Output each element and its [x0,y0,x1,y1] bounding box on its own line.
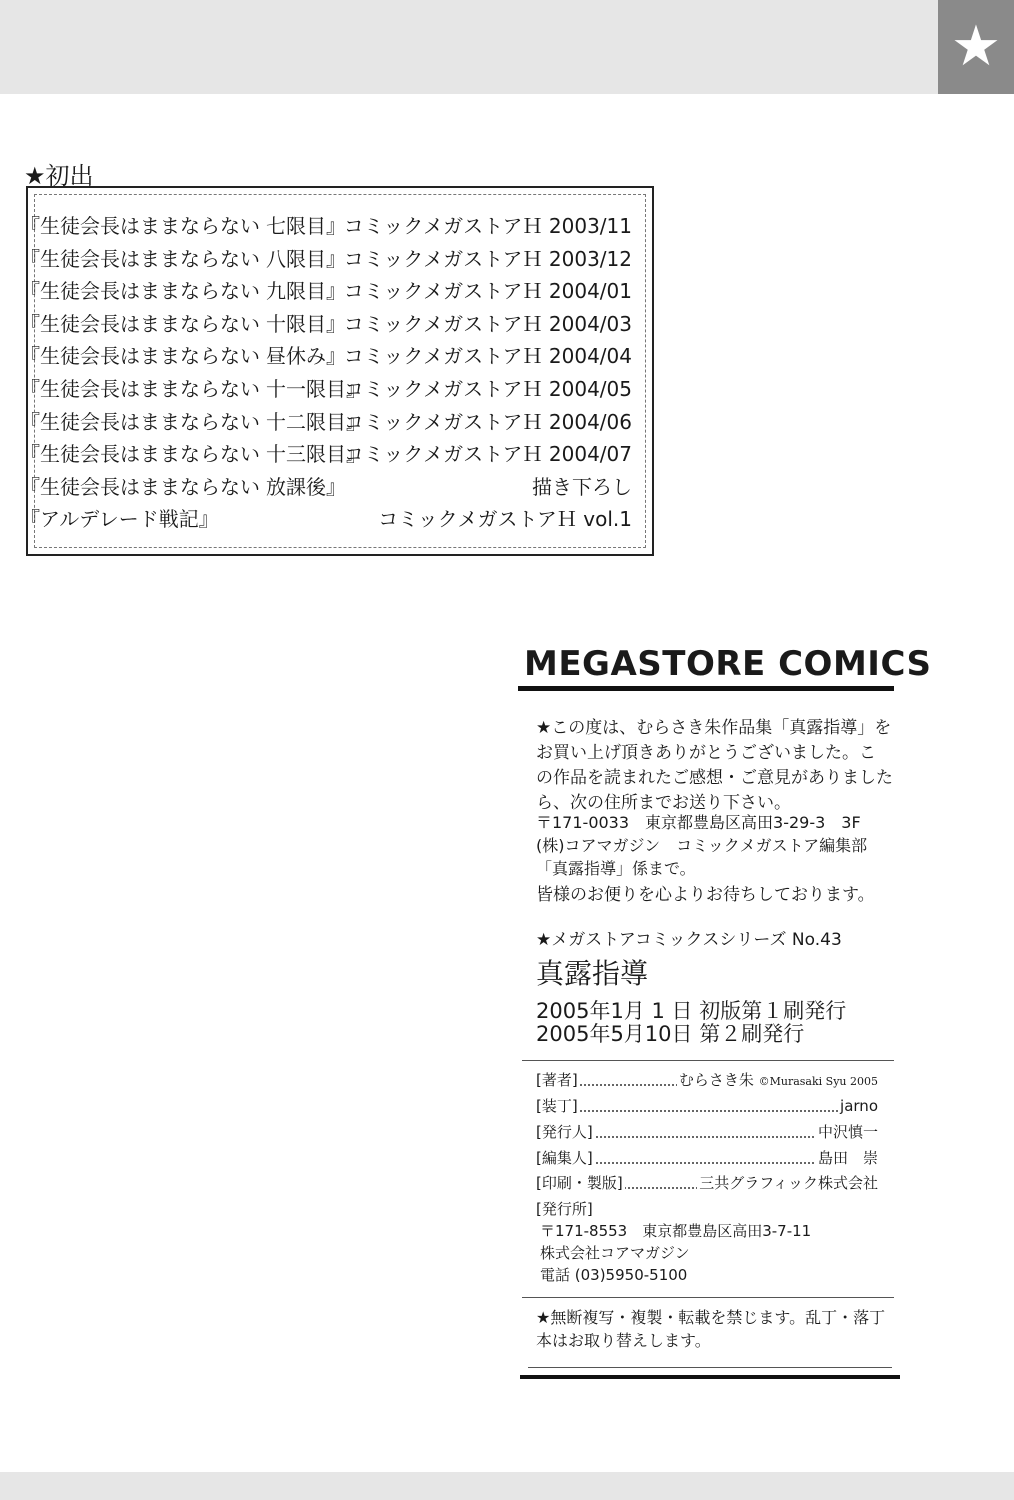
thanks-line: の作品を読まれたご感想・ご意見がありました [536,768,893,788]
address-line: 「真露指導」係まで。 [536,859,696,878]
series-number: ★メガストアコミックスシリーズ No.43 [536,930,842,950]
list-item [20,340,632,373]
row-magazine: コミックメガストアＨ vol.1 [378,507,632,532]
row-title: 『生徒会長はままならない [20,344,260,369]
row-episode: 十一限目』 [266,376,366,401]
author-name: むらさき朱 [678,1071,754,1089]
list-item [20,275,632,308]
first-edition-date: 2005年1月 1 日 初版第１刷発行 [536,999,847,1023]
row-magazine: コミックメガストアＨ 2003/12 [343,246,632,271]
row-title: 『生徒会長はままならない [20,214,260,238]
row-episode: 七限目』 [266,214,346,238]
row-episode: 九限目』 [266,279,346,304]
thanks-line: ★この度は、むらさき朱作品集「真露指導」を [536,718,892,738]
row-episode: 放課後』 [266,474,346,499]
row-title: 『生徒会長はままならない [20,474,260,499]
divider [522,1297,894,1298]
notice-line: 本はお取り替えします。 [536,1331,711,1350]
row-title: 『生徒会長はままならない [20,246,260,271]
waiting-message: 皆様のお便りを心よりお待ちしております。 [536,885,875,905]
row-title: 『生徒会長はままならない [20,442,260,467]
credit-value [677,1068,878,1094]
row-title: 『生徒会長はままならない [20,409,260,434]
credit-label: [編集人] [536,1146,595,1170]
credit-author [536,1068,878,1092]
list-item [20,438,632,471]
office-address: 〒171-8553 東京都豊島区高田3-7-11 [540,1222,812,1240]
footer-rule-thick [520,1375,900,1379]
first-appearance-list [20,210,632,536]
row-episode: 十限目』 [266,311,346,336]
bottom-banner [0,1472,1014,1500]
row-magazine: コミックメガストアＨ 2004/05 [343,376,632,401]
logo-underline [518,686,894,691]
copyright-notice: ©Murasaki Syu 2005 [758,1075,878,1088]
row-magazine: 描き下ろし [532,474,632,499]
footer-rule-thin [528,1367,892,1368]
row-magazine: コミックメガストアＨ 2004/04 [343,344,632,369]
address-line: 〒171-0033 東京都豊島区高田3-29-3 3F [536,813,861,832]
address-line: (株)コアマガジン コミックメガストア編集部 [536,836,868,855]
list-item [20,308,632,341]
row-magazine: コミックメガストアＨ 2004/03 [343,311,632,336]
credit-label: [発行人] [536,1120,595,1144]
thanks-message [536,716,893,816]
thanks-line: お買い上げ頂きありがとうございました。こ [536,743,876,763]
credit-publisher [536,1120,878,1144]
divider [522,1060,894,1061]
megastore-comics-logo: MEGASTORE COMICS [524,644,932,684]
credit-label: [装丁] [536,1094,580,1118]
notice-line: ★無断複写・複製・転載を禁じます。乱丁・落丁 [536,1308,886,1327]
office-label: [発行所] [536,1200,593,1218]
row-title: 『生徒会長はままならない [20,376,260,401]
credit-value: 中沢慎一 [816,1120,878,1144]
row-episode: 昼休み』 [266,344,346,369]
thanks-line: ら、次の住所までお送り下さい。 [536,793,791,813]
row-magazine: コミックメガストアＨ 2004/06 [343,409,632,434]
credit-value: 三共グラフィック株式会社 [697,1171,878,1195]
list-item [20,471,632,504]
credit-label: [印刷・製版] [536,1171,625,1195]
first-appearance-heading: ★初出 [24,162,94,190]
row-magazine: コミックメガストアＨ 2003/11 [343,214,632,238]
row-title: 『生徒会長はままならない [20,311,260,336]
row-title: 『生徒会長はままならない [20,279,260,304]
dot-leader [536,1110,878,1112]
credit-value: jarno [838,1094,878,1118]
copy-prohibition-notice [536,1306,885,1352]
office-phone: 電話 (03)5950-5100 [540,1266,688,1284]
row-title: 『アルデレード戦記』 [20,507,219,532]
row-episode: 十二限目』 [266,409,366,434]
list-item [20,210,632,243]
row-episode: 十三限目』 [266,442,366,467]
second-printing-date: 2005年5月10日 第２刷発行 [536,1022,805,1046]
credit-value: 島田 崇 [816,1146,878,1170]
credit-printing [536,1171,878,1195]
row-episode: 八限目』 [266,246,346,271]
top-banner [0,0,1014,94]
mail-address [536,811,867,880]
list-item [20,503,632,536]
star-icon: ★ [938,0,1014,94]
list-item [20,406,632,439]
credit-label: [著者] [536,1068,580,1092]
list-item [20,373,632,406]
credit-design [536,1094,878,1118]
office-company: 株式会社コアマガジン [540,1244,690,1262]
book-title: 真露指導 [536,957,649,990]
row-magazine: コミックメガストアＨ 2004/07 [343,442,632,467]
list-item [20,243,632,276]
credit-editor [536,1146,878,1170]
row-magazine: コミックメガストアＨ 2004/01 [343,279,632,304]
